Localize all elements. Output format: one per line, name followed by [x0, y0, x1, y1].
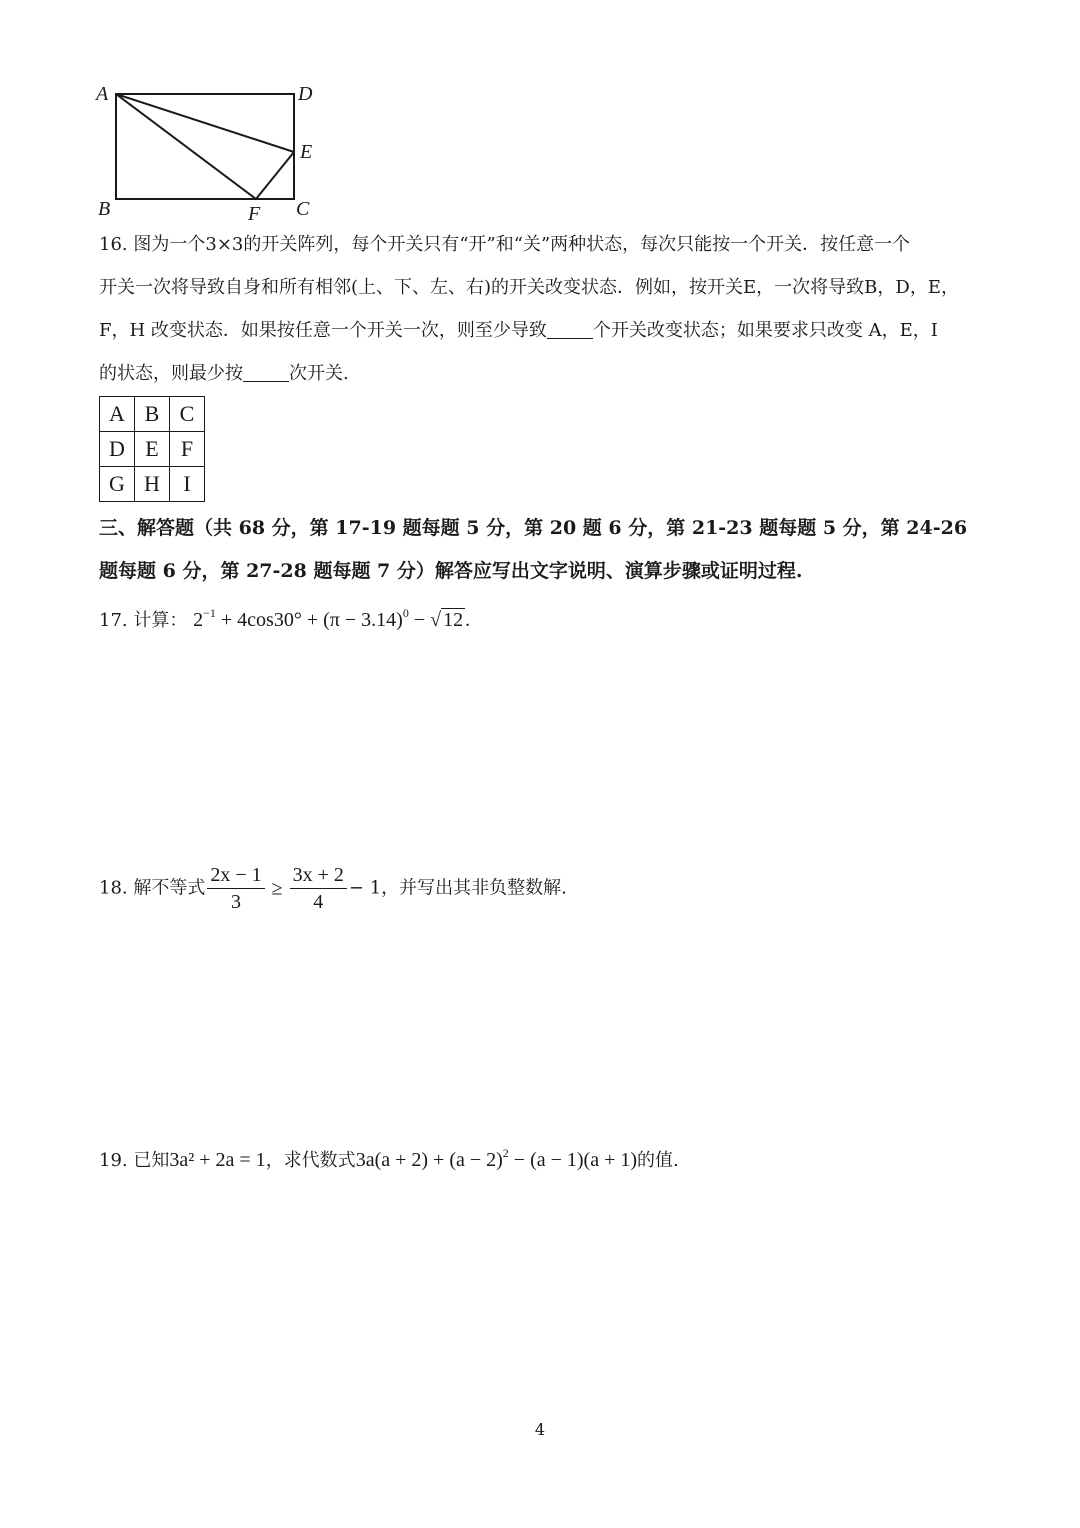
q17-prompt: 计算： — [133, 610, 188, 631]
q16-line-2 — [99, 276, 959, 300]
switch-g: G — [100, 467, 135, 502]
segment-ae — [116, 94, 294, 152]
page-number: 4 — [534, 1420, 546, 1439]
q18 — [99, 862, 567, 915]
q18-fraction-left: $\frac{2x - 1}{3}$ — [207, 862, 264, 915]
label-d: D — [298, 83, 313, 105]
sqrt-radicand: 12 — [443, 609, 464, 631]
switch-a: A — [100, 397, 135, 432]
switch-grid — [99, 396, 205, 502]
q16-text-4b: 次开关. — [289, 363, 349, 384]
switch-c: C — [170, 397, 205, 432]
q16-text-3b: 个开关改变状态；如果要求只改变 A，E，I — [592, 320, 938, 341]
q17-expression: $2^{-1} + 4\cos 30^\circ + (\pi - 3.14)^0$ − √ 12 . — [193, 606, 471, 631]
q16-number: 16. — [99, 234, 128, 255]
section-heading-line-2 — [99, 559, 803, 583]
rectangle-abcd — [116, 94, 294, 199]
q16-text-3a: F，H 改变状态．如果按任意一个开关一次，则至少导致 — [99, 320, 547, 341]
section-heading-text-2: 题每题 6 分，第 27-28 题每题 7 分）解答应写出文字说明、演算步骤或证明过程. — [99, 560, 803, 582]
q18-number: 18. — [99, 877, 128, 899]
label-f: F — [248, 203, 261, 225]
label-c: C — [296, 198, 310, 220]
q16-line-4 — [99, 362, 349, 386]
label-b: B — [98, 198, 111, 220]
switch-d: D — [100, 432, 135, 467]
q18-relation: ≥ — [266, 877, 288, 900]
answer-blank-2[interactable] — [243, 363, 289, 382]
q19-expression: $3a(a + 2) + (a - 2)^2 - (a - 1)(a + 1)$ — [355, 1146, 638, 1171]
label-e: E — [300, 141, 313, 163]
answer-blank-1[interactable] — [547, 320, 593, 339]
q19-condition: 3a² + 2a = 1 — [169, 1149, 266, 1171]
q19-number: 19. — [99, 1150, 128, 1171]
segment-af — [116, 94, 256, 199]
rectangle-figure — [90, 78, 330, 228]
switch-h: H — [135, 467, 170, 502]
section-heading-line-1 — [99, 516, 967, 540]
q19 — [99, 1148, 679, 1173]
section-heading-text-1: 三、解答题（共 68 分，第 17-19 题每题 5 分，第 20 题 6 分，第 21-23 题每题 5 分，第 24-26 — [99, 517, 968, 539]
q18-tail: − 1，并写出其非负整数解. — [348, 877, 567, 899]
q16-text-4a: 的状态，则最少按 — [99, 363, 243, 384]
segment-fe — [256, 152, 294, 199]
switch-f: F — [170, 432, 205, 467]
q19-tail: 的值. — [637, 1150, 679, 1171]
q16-line-3 — [99, 319, 938, 343]
label-a: A — [96, 83, 109, 105]
q19-mid: ，求代数式 — [265, 1150, 356, 1171]
switch-b: B — [135, 397, 170, 432]
q17 — [99, 608, 470, 633]
q17-number: 17. — [99, 610, 128, 631]
q18-prompt: 解不等式 — [133, 877, 206, 899]
q16-line-1 — [99, 233, 910, 257]
q18-fraction-right: $\frac{3x + 2}{4}$ — [290, 862, 347, 915]
q16-text-1: 图为一个3×3的开关阵列，每个开关只有“开”和“关”两种状态，每次只能按一个开关．按任意一个 — [133, 234, 911, 255]
switch-i: I — [170, 467, 205, 502]
q19-prompt: 已知 — [133, 1150, 170, 1171]
switch-e: E — [135, 432, 170, 467]
q16-text-2: 开关一次将导致自身和所有相邻(上、下、左、右)的开关改变状态．例如，按开关E，一次将导致B，D，E， — [99, 277, 959, 298]
